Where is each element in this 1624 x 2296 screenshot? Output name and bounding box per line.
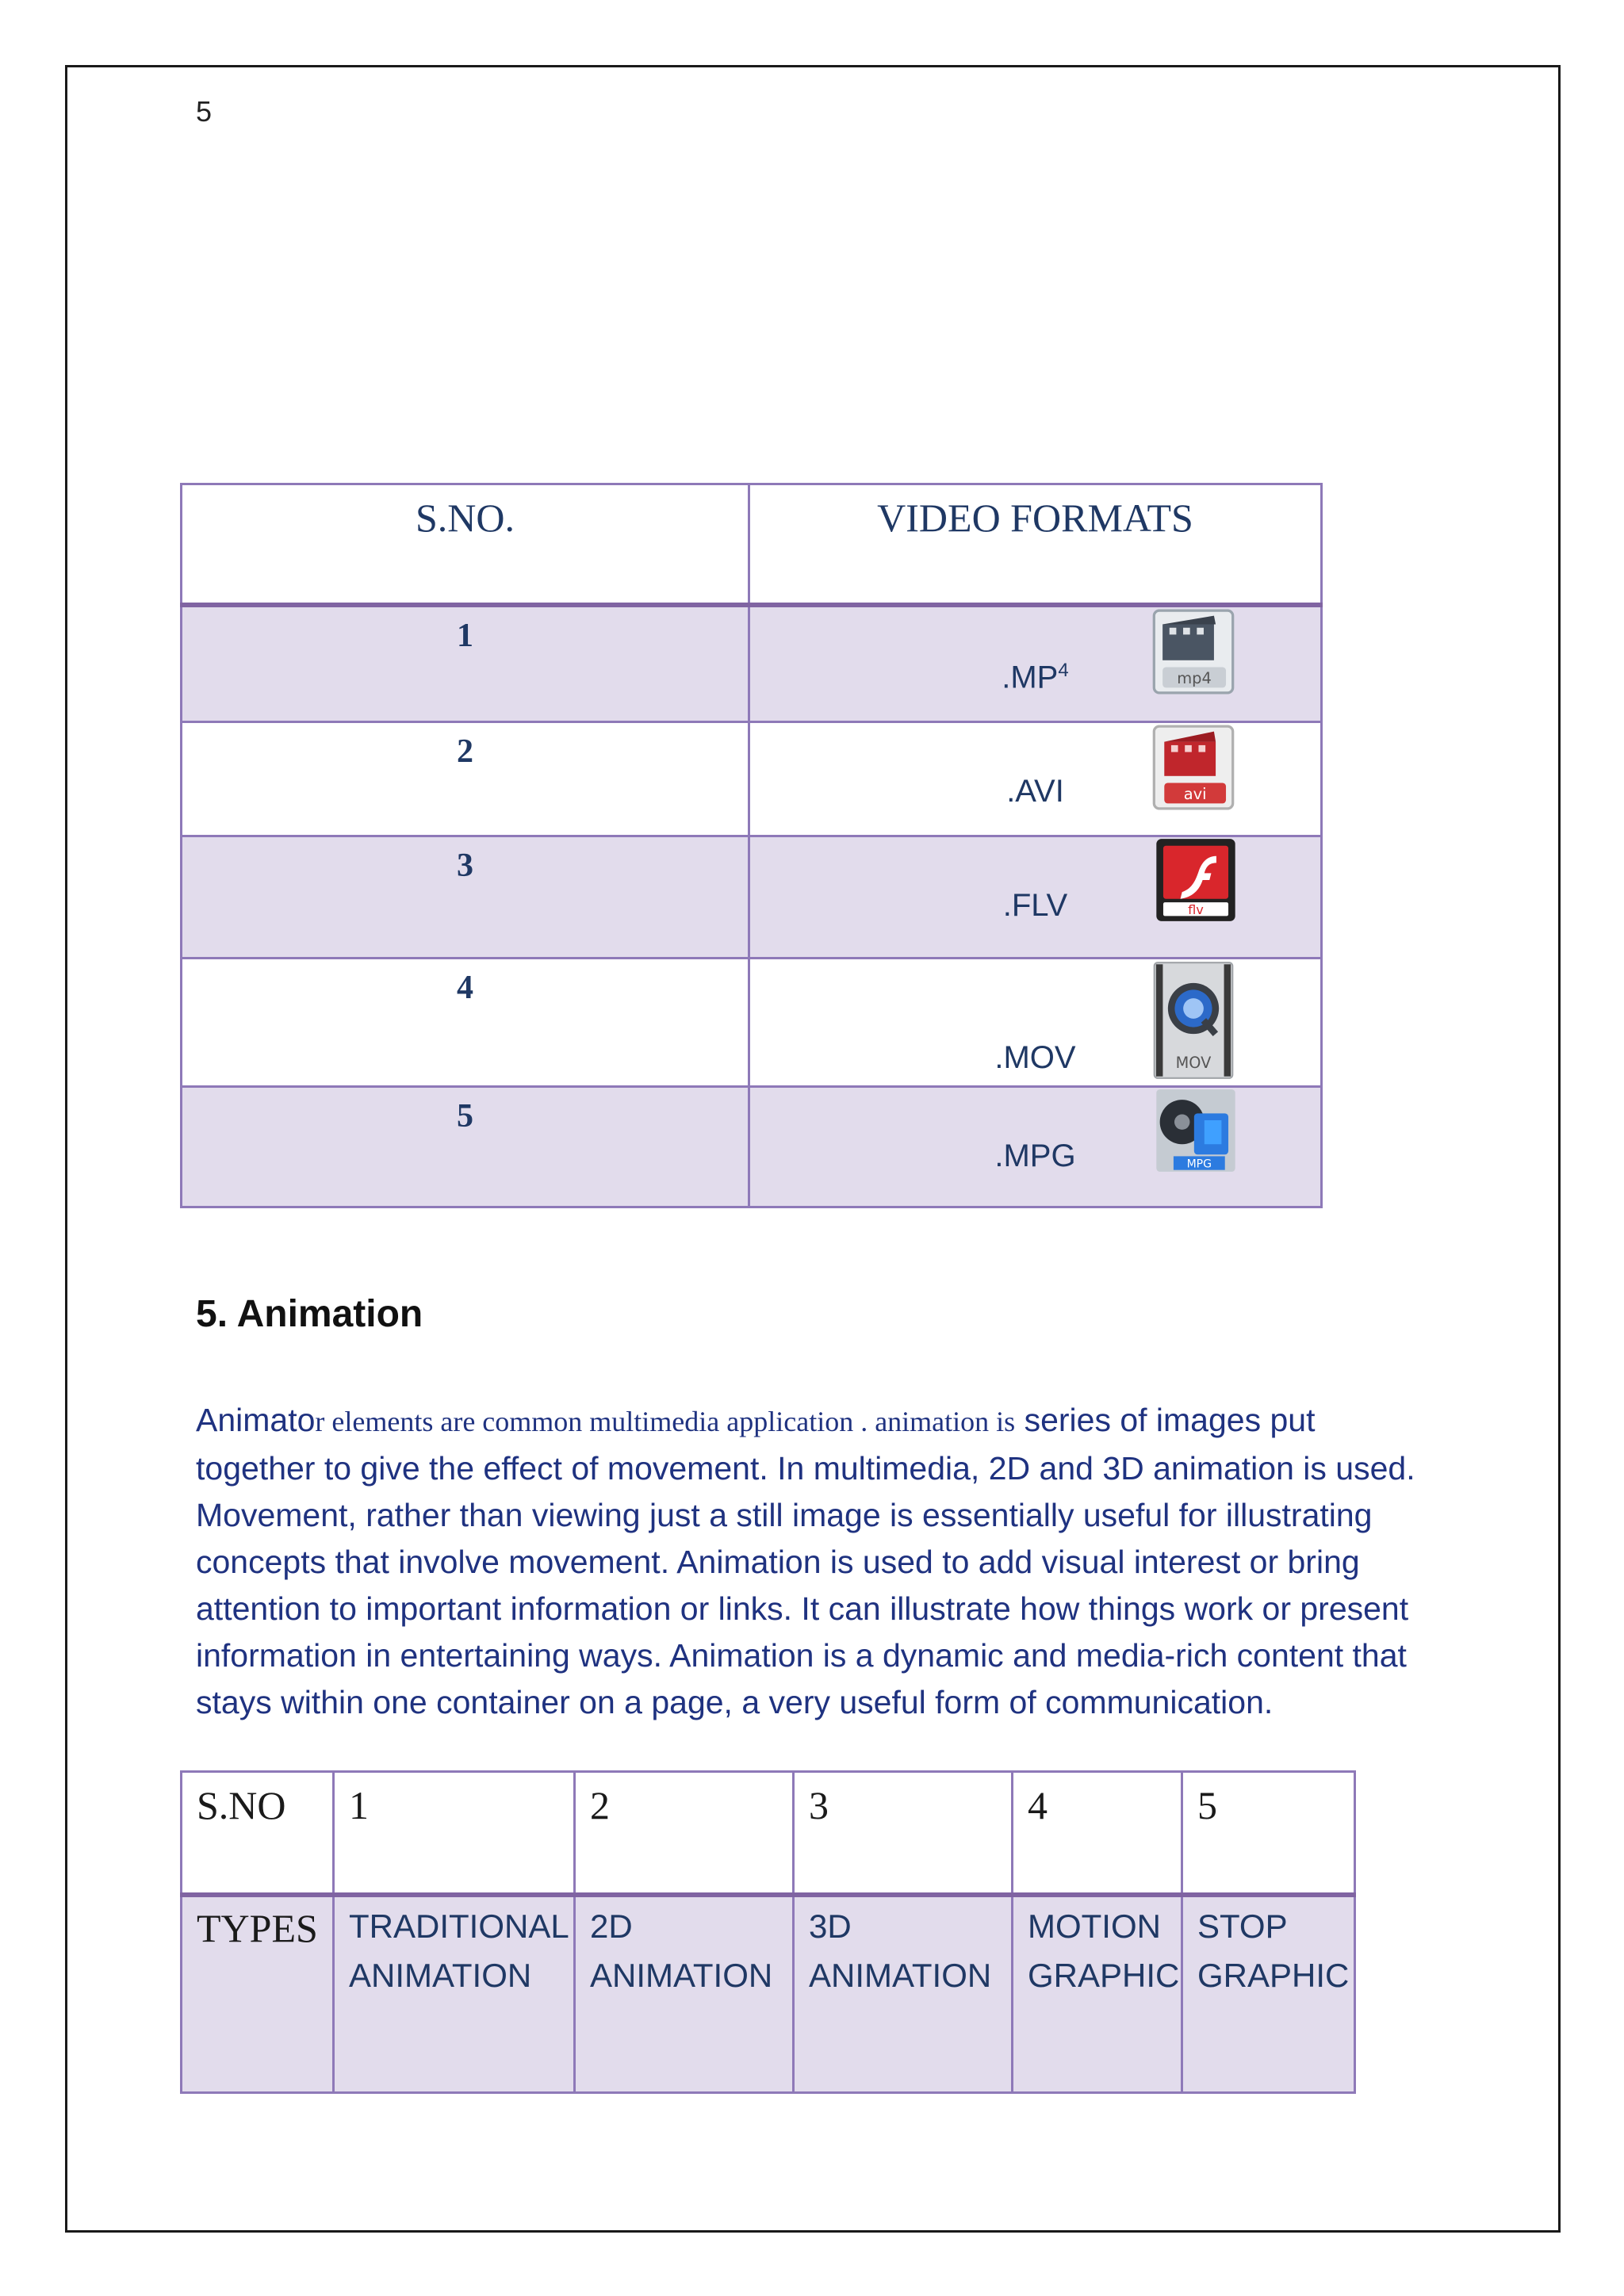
- format-label: .MOV: [994, 1040, 1076, 1075]
- svg-text:MPG: MPG: [1186, 1158, 1212, 1171]
- animation-types-table: [180, 1770, 1356, 2094]
- format-cell: [749, 605, 1322, 722]
- mp4-file-icon: [1151, 609, 1236, 695]
- page-number: 5: [196, 95, 213, 128]
- cell-type: TRADITIONAL ANIMATION: [334, 1895, 575, 2093]
- header-sno: S.NO.: [182, 484, 749, 605]
- row-number: 4: [182, 959, 749, 1087]
- video-formats-table: [180, 483, 1323, 1208]
- cell-number: 1: [334, 1772, 575, 1895]
- cell-type: 2D ANIMATION: [575, 1895, 794, 2093]
- format-cell: [749, 959, 1322, 1087]
- table-row: [182, 959, 1322, 1087]
- svg-text:avi: avi: [1183, 784, 1207, 803]
- format-cell: [749, 1087, 1322, 1207]
- table-header-row: [182, 484, 1322, 605]
- cell-number: 5: [1182, 1772, 1355, 1895]
- table-row: [182, 1895, 1355, 2093]
- cell-type: MOTION GRAPHIC: [1013, 1895, 1182, 2093]
- avi-file-icon: [1151, 725, 1236, 810]
- table-row: [182, 1087, 1322, 1207]
- header-video-formats: VIDEO FORMATS: [749, 484, 1322, 605]
- format-label: .AVI: [1006, 774, 1064, 809]
- cell-type: 3D ANIMATION: [794, 1895, 1013, 2093]
- svg-text:MOV: MOV: [1175, 1054, 1212, 1072]
- table-row: [182, 722, 1322, 836]
- cell-number: 2: [575, 1772, 794, 1895]
- table-row: [182, 836, 1322, 959]
- cell-number: 4: [1013, 1772, 1182, 1895]
- format-cell: [749, 722, 1322, 836]
- format-label: $.MP^4$: [1002, 659, 1069, 695]
- flash-flv-file-icon: [1153, 837, 1239, 923]
- row-number: 2: [182, 722, 749, 836]
- row-number: 1: [182, 605, 749, 722]
- quicktime-mov-file-icon: [1151, 961, 1236, 1080]
- format-label: .FLV: [1002, 888, 1068, 923]
- svg-text:mp4: mp4: [1177, 668, 1212, 687]
- svg-text:flv: flv: [1188, 902, 1204, 918]
- table-row: [182, 1772, 1355, 1895]
- cell-type: STOP GRAPHIC: [1182, 1895, 1355, 2093]
- row-number: 3: [182, 836, 749, 959]
- cell-number: 3: [794, 1772, 1013, 1895]
- cell-types-label: TYPES: [182, 1895, 334, 2093]
- section-heading: 5. Animation: [196, 1293, 423, 1335]
- format-cell: [749, 836, 1322, 959]
- animation-paragraph: Animator elements are common multimedia application . animation is series of images put together to give the effect of movement. In multimedia, 2D and 3D animation is used. Movement, rather than viewing just a still image is essentially useful for illustrating concepts that involve movement. Animation is used to add visual interest or bring attention to important information or links. It can illustrate how things work or present information in entertaining ways. Animation is a dynamic and media-rich content that stays within one container on a page, a very useful form of communication.: [196, 1402, 1415, 1720]
- row-number: 5: [182, 1087, 749, 1207]
- table-row: [182, 605, 1322, 722]
- cell-sno: S.NO: [182, 1772, 334, 1895]
- mpg-file-icon: [1153, 1088, 1239, 1173]
- format-label: .MPG: [994, 1138, 1076, 1173]
